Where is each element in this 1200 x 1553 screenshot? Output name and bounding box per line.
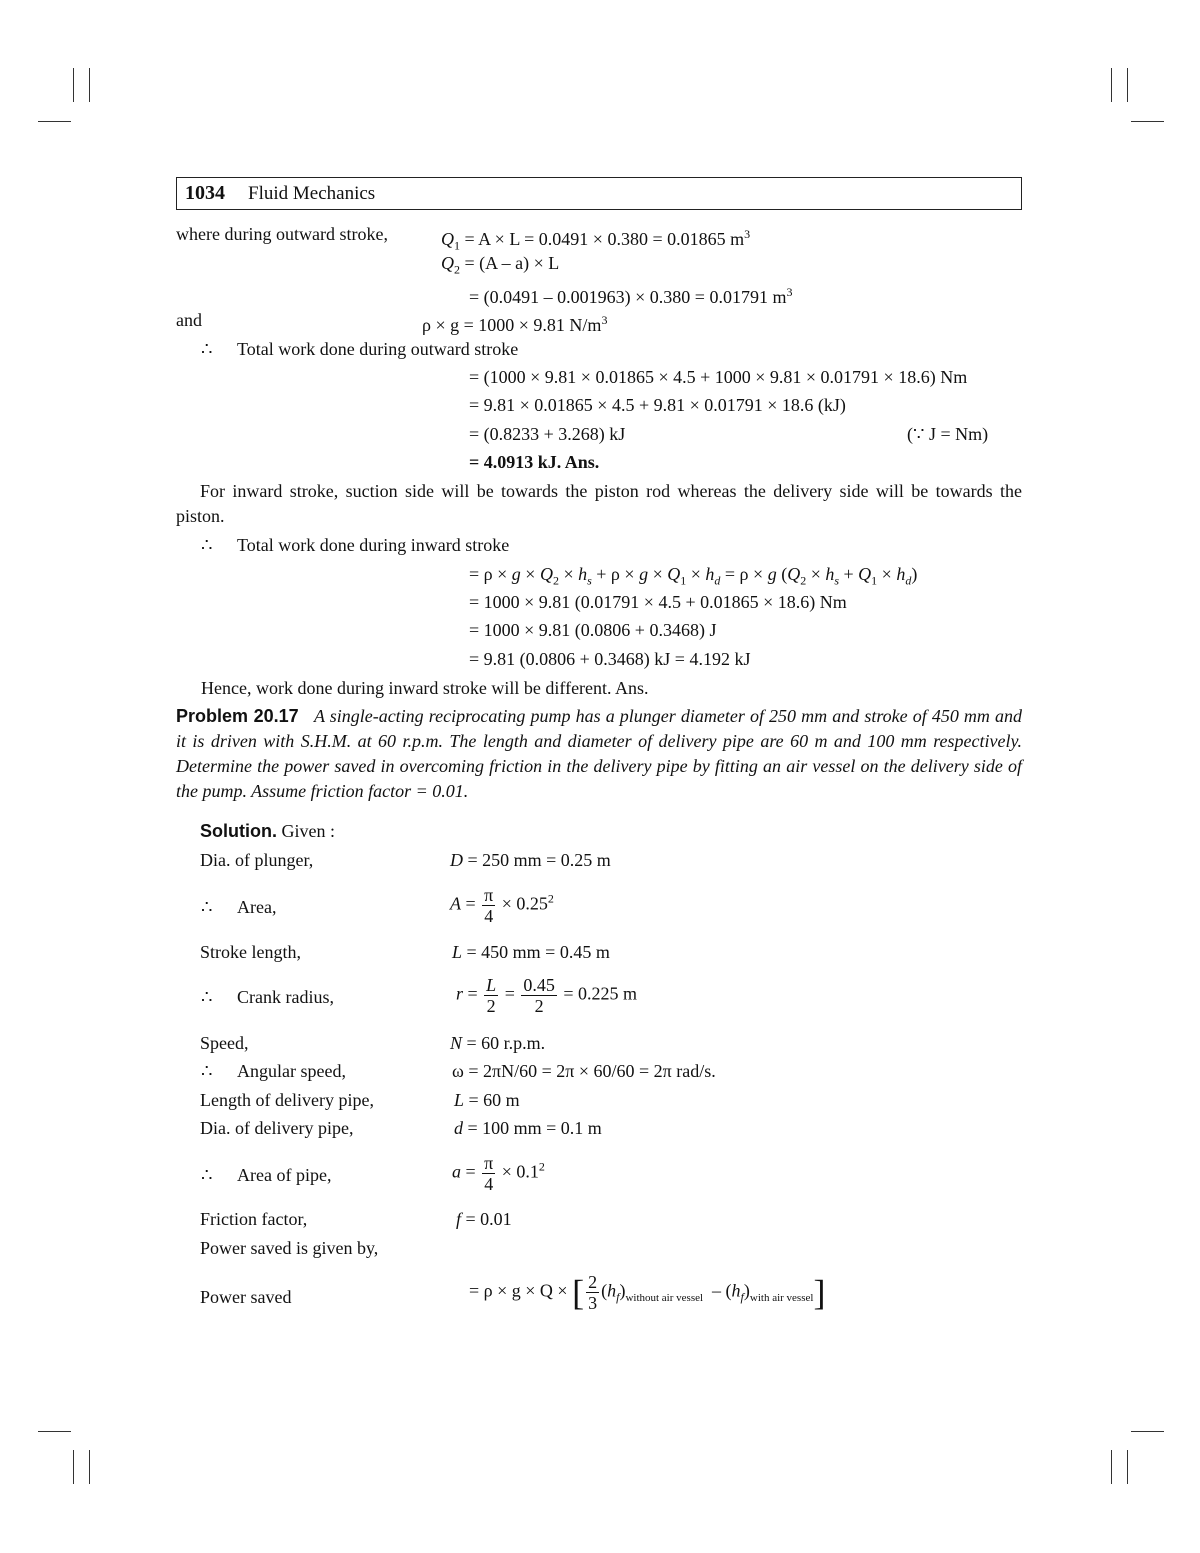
given-row-label: Dia. of delivery pipe, — [200, 1118, 354, 1138]
solution-label: Solution. — [200, 821, 277, 841]
given-row-value: A = $\frac{\pi}{4}$ × $0.25^2$ — [450, 885, 554, 926]
crop-mark — [1131, 121, 1164, 122]
eq-line — [237, 337, 518, 361]
given-row-label: Crank radius, — [237, 987, 334, 1007]
eq-line — [201, 533, 212, 557]
solution-heading — [200, 819, 335, 843]
subscript-with-air-vessel: with air vessel — [749, 1292, 814, 1305]
eq-text: = (0.8233 + 3.268) kJ — [469, 424, 626, 444]
eq-text: = 9.81 (0.0806 + 0.3468) kJ = 4.192 kJ — [469, 649, 751, 669]
fraction: $\frac{\pi}{4}$ — [484, 1153, 494, 1194]
given-row-label: Power saved is given by, — [200, 1238, 379, 1258]
crop-mark — [1127, 68, 1128, 102]
power-saved-formula: = ρ × g × Q × [ $\frac{2}{3}$ $(h_f)_{without air vessel} - (h_f)_{with air vessel}$] — [469, 1272, 826, 1313]
eq-text: = 4.0913 kJ. Ans. — [469, 452, 600, 472]
eq-text: = (0.0491 – 0.001963) × 0.380 = 0.01791 m — [469, 287, 787, 307]
eq-text: = 1000 × 9.81 (0.0806 + 0.3468) J — [469, 620, 717, 640]
eq-line — [201, 337, 212, 361]
eq-label: where during outward stroke, — [176, 224, 388, 244]
eq-line — [469, 393, 846, 417]
eq-line — [176, 222, 388, 246]
crop-mark — [1127, 1450, 1128, 1484]
therefore-symbol: ∴ — [201, 1165, 213, 1185]
eq-line — [469, 365, 967, 389]
crop-mark — [38, 121, 71, 122]
given-row-value: d = 100 mm = 0.1 m — [454, 1118, 602, 1138]
eq-note — [907, 422, 988, 446]
eq-line — [237, 533, 509, 557]
paragraph — [176, 479, 1022, 529]
eq-text: (∵ J = Nm) — [907, 424, 989, 444]
eq-text: Hence, work done during inward stroke will be different. Ans. — [201, 678, 649, 698]
eq-line — [469, 422, 625, 446]
eq-text: = 9.81 × 0.01865 × 4.5 + 9.81 × 0.01791 × 18.6 (kJ) — [469, 395, 846, 415]
given-row-value: L = 60 m — [454, 1090, 520, 1110]
given-row-value: a = $\frac{\pi}{4}$ × $0.1^2$ — [452, 1153, 545, 1194]
given-row-label: Speed, — [200, 1033, 249, 1053]
given-row-label: Friction factor, — [200, 1209, 308, 1229]
given-row-label: Area of pipe, — [237, 1165, 332, 1185]
given-row-label: Power saved — [200, 1287, 292, 1307]
eq-text: = (A – a) × L — [464, 253, 560, 273]
eq-line: $Q_1 = A \times L = 0.0491 \times 0.380 = 0.01865$ $m^3$ — [441, 227, 751, 253]
given-row-value: D = 250 mm = 0.25 m — [450, 850, 611, 870]
eq-line — [176, 308, 202, 332]
running-header — [176, 177, 1022, 210]
eq-line: $Q_2 = (A - a) \times L$ — [441, 253, 560, 277]
crop-mark — [89, 1450, 90, 1484]
eq-line — [469, 450, 599, 474]
eq-line: = $\rho \times g \times Q_2 \times h_s + \rho \times g \times Q_1 \times h_d = \rho \times g$ $(Q_2 \times h_s + Q_1 \times h_d)$ — [469, 564, 918, 588]
fraction: $\frac{L}{2}$ — [486, 975, 497, 1016]
conclusion — [201, 676, 649, 700]
eq-line: = (0.0491 – 0.001963) × 0.380 = 0.01791 $m^3$ — [469, 285, 793, 307]
given-row-value: r = $\frac{L}{2}$ = $\frac{0.45}{2}$ = 0.225 m — [456, 975, 637, 1016]
book-title: Fluid Mechanics — [248, 183, 376, 204]
problem-statement — [176, 704, 1022, 804]
given-row-label: Area, — [237, 897, 277, 917]
eq-line — [469, 590, 847, 614]
eq-text: Total work done during inward stroke — [237, 535, 510, 555]
eq-line: ρ × g = 1000 × 9.81 $N/m^3$ — [422, 313, 608, 335]
given-row-label: Angular speed, — [237, 1061, 346, 1081]
given-row-label: Dia. of plunger, — [200, 850, 314, 870]
crop-mark — [1111, 1450, 1112, 1484]
eq-label: and — [176, 310, 202, 330]
problem-label: Problem 20.17 — [176, 706, 299, 726]
given-label: Given : — [281, 821, 335, 841]
given-row-value: ω = 2πN/60 = 2π × 60/60 = 2π rad/s. — [452, 1061, 716, 1081]
subscript-without-air-vessel: without air vessel — [625, 1292, 704, 1305]
crop-mark — [1131, 1431, 1164, 1432]
given-row-value: f = 0.01 — [456, 1209, 512, 1229]
eq-text: = 1000 × 9.81 (0.01791 × 4.5 + 0.01865 × 18.6) Nm — [469, 592, 847, 612]
therefore-symbol: ∴ — [201, 1061, 213, 1081]
crop-mark — [73, 68, 74, 102]
crop-mark — [73, 1450, 74, 1484]
fraction: $\frac{\pi}{4}$ — [484, 885, 494, 926]
crop-mark — [89, 68, 90, 102]
crop-mark — [1111, 68, 1112, 102]
eq-text: = (1000 × 9.81 × 0.01865 × 4.5 + 1000 × 9.81 × 0.01791 × 18.6) Nm — [469, 367, 968, 387]
eq-line — [469, 618, 716, 642]
page-number: 1034 — [185, 182, 225, 204]
paragraph-text: For inward stroke, suction side will be towards the piston rod whereas the delivery side will be towards the piston. — [176, 481, 1022, 526]
therefore-symbol: ∴ — [201, 535, 213, 555]
given-row-value: N = 60 r.p.m. — [450, 1033, 546, 1053]
eq-text: Total work done during outward stroke — [237, 339, 519, 359]
fraction: $\frac{0.45}{2}$ — [523, 975, 555, 1016]
crop-mark — [38, 1431, 71, 1432]
fraction: $\frac{2}{3}$ — [588, 1272, 598, 1313]
problem-text: A single-acting reciprocating pump has a plunger diameter of 250 mm and stroke of 450 mm and it is driven with S.H.M. at 60 r.p.m. The length and diameter of delivery pipe are 60 m and 100 mm respectively. Determine the power saved in overcoming friction in the delivery pipe by fitting an air vessel on the delivery side of the pump. Assume friction factor = 0.01. — [176, 706, 1022, 801]
given-row-label: Length of delivery pipe, — [200, 1090, 374, 1110]
eq-text: ρ × g = 1000 × 9.81 N/m — [422, 315, 602, 335]
therefore-symbol: ∴ — [201, 987, 213, 1007]
eq-line — [469, 647, 750, 671]
eq-text: = A × L = 0.0491 × 0.380 = 0.01865 m — [464, 229, 745, 249]
therefore-symbol: ∴ — [201, 897, 213, 917]
given-row-value: L = 450 mm = 0.45 m — [452, 942, 610, 962]
therefore-symbol: ∴ — [201, 339, 213, 359]
given-row-label: Stroke length, — [200, 942, 301, 962]
